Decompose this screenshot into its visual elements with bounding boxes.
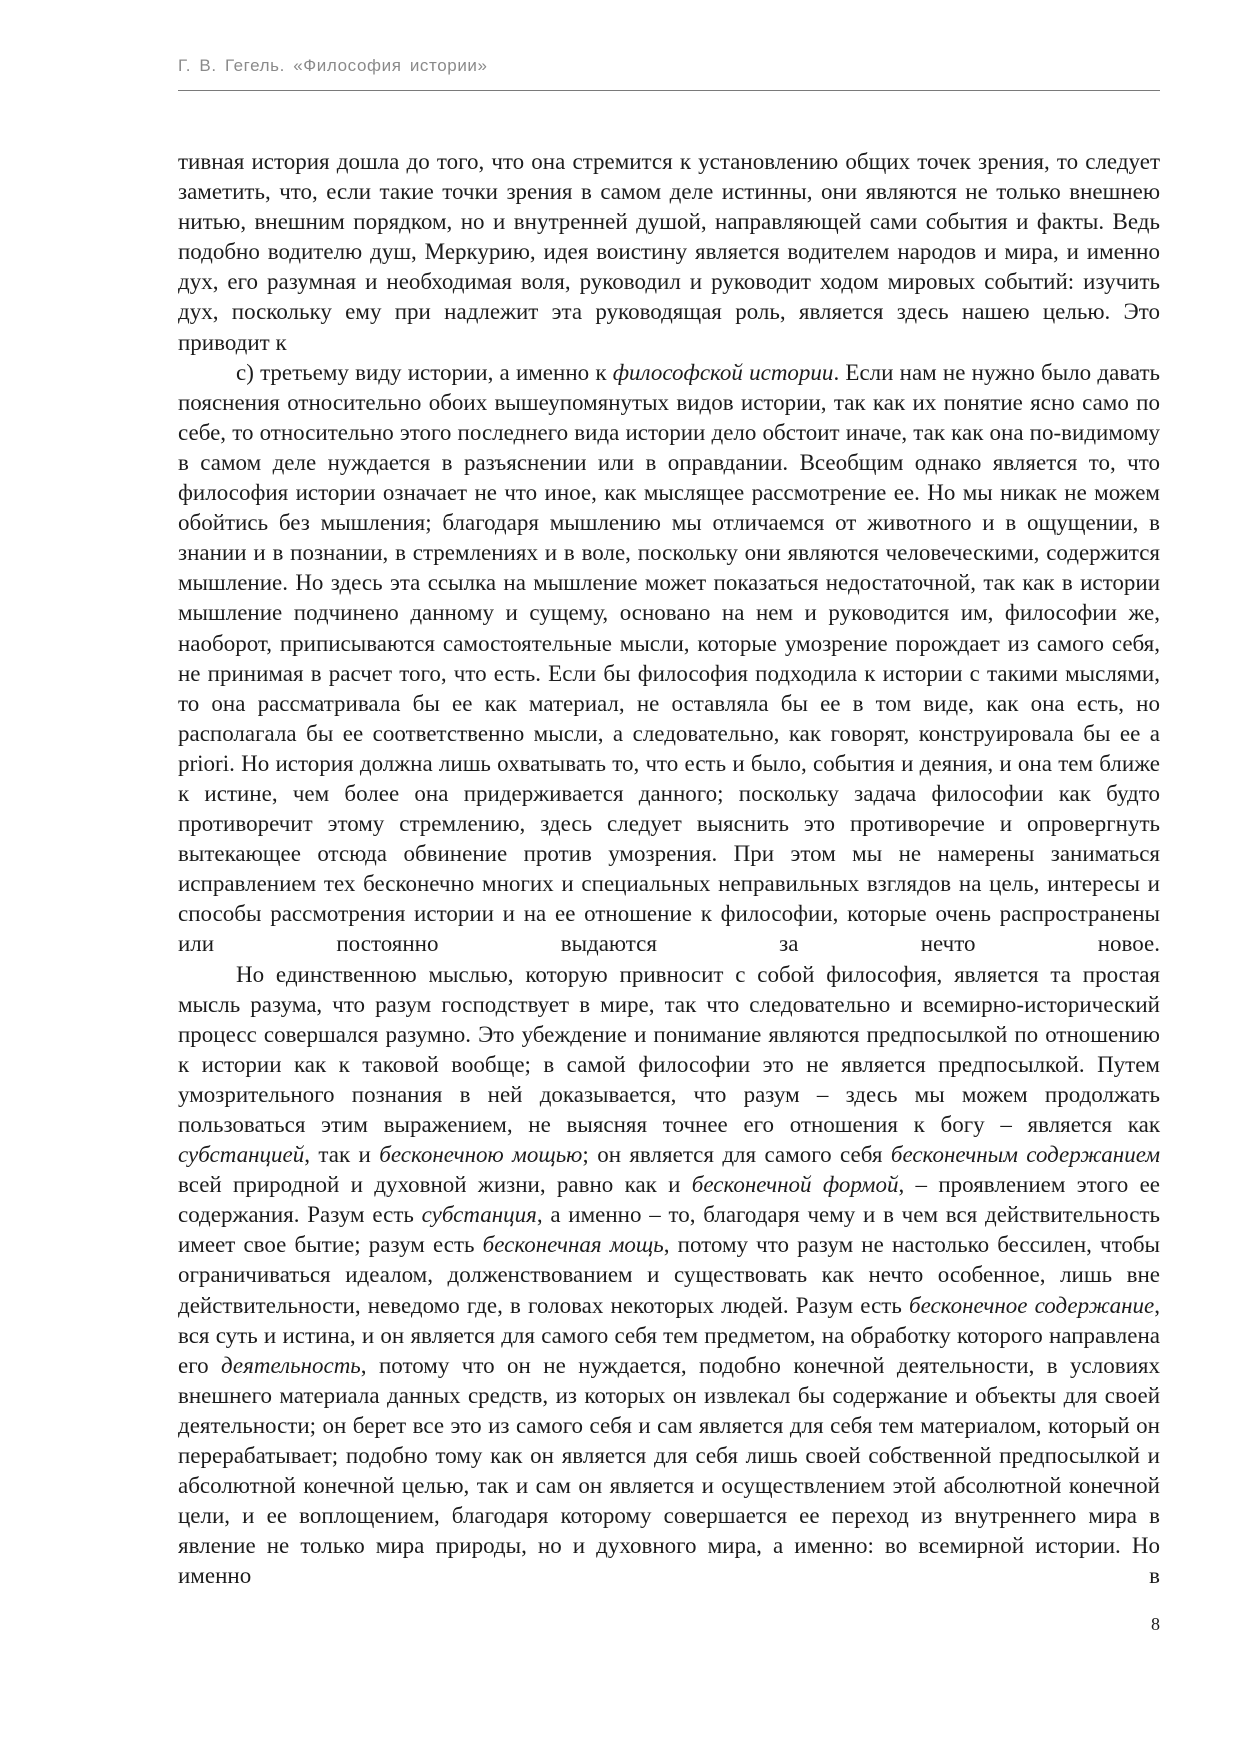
paragraph-3-text: Но единственною мыслью, которую привносит с собой философия, является та простая мысль разума, что разум господствует в мире, так что следовательно и всемирно-исторический процесс совершался разумно. Это убеждение и понимание являются предпосылкой по отношению к истории как к таковой вообще; в самой философии это не является предпосылкой. Путем умозрительного познания в ней доказывается, что разум – здесь мы можем продолжать пользоваться этим выражением, не выясняя точнее его отношения к богу – является как bbox=[178, 961, 1160, 1137]
paragraph-3-text: , – проявлением этого ее содержания. Разум есть bbox=[178, 1172, 1160, 1228]
paragraph-3-text: всей природной и духовной жизни, равно как и bbox=[178, 1172, 692, 1198]
italic-term: бесконечным содержанием bbox=[890, 1142, 1161, 1168]
italic-term: субстанция bbox=[421, 1202, 537, 1228]
paragraph-1 bbox=[178, 147, 1160, 358]
paragraph-2 bbox=[178, 358, 1160, 960]
paragraph-1-text: тивная история дошла до того, что она стремится к установлению общих точек зрения, то следует заметить, что, если такие точки зрения в самом деле истинны, они являются не только внешнею нитью, внешним порядком, но и внутренней душой, направляющей сами события и факты. Ведь подобно водителю душ, Меркурию, идея воистину является водителем народов и мира, и именно дух, его разумная и необходимая воля, руководил и руководит ходом мировых событий: изучить дух, поскольку ему при надлежит эта руководящая роль, является здесь нашею целью. Это приводит к bbox=[178, 149, 1160, 355]
italic-term: бесконечной формой bbox=[691, 1172, 899, 1198]
paragraph-3-text: ; он является для самого себя bbox=[582, 1142, 891, 1168]
italic-term: бесконечное содержание bbox=[909, 1292, 1155, 1318]
header-title: Г. В. Гегель. «Философия истории» bbox=[178, 56, 488, 75]
paragraph-3 bbox=[178, 960, 1160, 1592]
body-text bbox=[178, 147, 1160, 1592]
paragraph-3-text: , вся суть и истина, и он является для самого себя тем предметом, на обработку которого направлена его bbox=[178, 1292, 1160, 1378]
italic-term: деятельность bbox=[221, 1352, 361, 1378]
italic-term: бесконечною мощью bbox=[379, 1142, 583, 1168]
paragraph-3-text: , потому что он не нуждается, подобно конечной деятельности, в условиях внешнего материала данных средств, из которых он извлекал бы содержание и объекты для своей деятельности; он берет все это из самого себя и сам является для себя тем материалом, который он перерабатывает; подобно тому как он является для себя лишь своей собственной предпосылкой и абсолютной конечной целью, так и сам он является и осуществлением этой абсолютной конечной цели, и ее воплощением, благодаря которому совершается ее переход из внутреннего мира в явление не только мира природы, но и духовного мира, а именно: во всемирной истории. Но именно в bbox=[178, 1352, 1160, 1589]
paragraph-3-text: , потому что разум не настолько бессилен, чтобы ограничиваться идеалом, долженствованием и существовать как нечто особенное, лишь вне действительности, неведомо где, в головах некоторых людей. Разум есть bbox=[178, 1232, 1160, 1318]
paragraph-3-text: , так и bbox=[304, 1142, 380, 1168]
page-number: 8 bbox=[1151, 1614, 1160, 1634]
italic-term: субстанцией bbox=[178, 1142, 305, 1168]
running-header bbox=[178, 56, 1160, 91]
paragraph-2-text: . Если нам не нужно было давать пояснения относительно обоих вышеупомянутых видов истории, так как их понятие ясно само по себе, то относительно этого последнего вида истории дело обстоит иначе, так как она по-видимому в самом деле нуждается в разъяснении или в оправдании. Всеобщим однако является то, что философия истории означает не что иное, как мыслящее рассмотрение ее. Но мы никак не можем обойтись без мышления; благодаря мышлению мы отличаемся от животного и в ощущении, в знании и в познании, в стремлениях и в воле, поскольку они являются человеческими, содержится мышление. Но здесь эта ссылка на мышление может показаться недостаточной, так как в истории мышление подчинено данному и сущему, основано на нем и руководится им, философии же, наоборот, приписываются самостоятельные мысли, которые умозрение порождает из самого себя, не принимая в расчет того, что есть. Если бы философия подходила к истории с такими мыслями, то она рассматривала бы ее как материал, не оставляла бы ее в том виде, как она есть, но располагала бы ее соответственно мысли, а следовательно, как говорят, конструировала бы ее a priori. Но история должна лишь охватывать то, что есть и было, события и деяния, и она тем ближе к истине, чем более она придерживается данного; поскольку задача философии как будто противоречит этому стремлению, здесь следует выяснить это противоречие и опровергнуть вытекающее отсюда обвинение против умозрения. При этом мы не намерены заниматься исправлением тех бесконечно многих и специальных неправильных взглядов на цель, интересы и способы рассмотрения истории и на ее отношение к философии, которые очень распространены или постоянно выдаются за нечто новое. bbox=[178, 359, 1160, 957]
paragraph-3-text: , а именно – то, благодаря чему и в чем вся действительность имеет свое бытие; разум есть bbox=[178, 1202, 1161, 1258]
italic-term: философской истории bbox=[612, 359, 834, 385]
paragraph-2-text: с) третьему виду истории, а именно к bbox=[236, 359, 613, 385]
italic-term: бесконечная мощь bbox=[482, 1232, 664, 1258]
